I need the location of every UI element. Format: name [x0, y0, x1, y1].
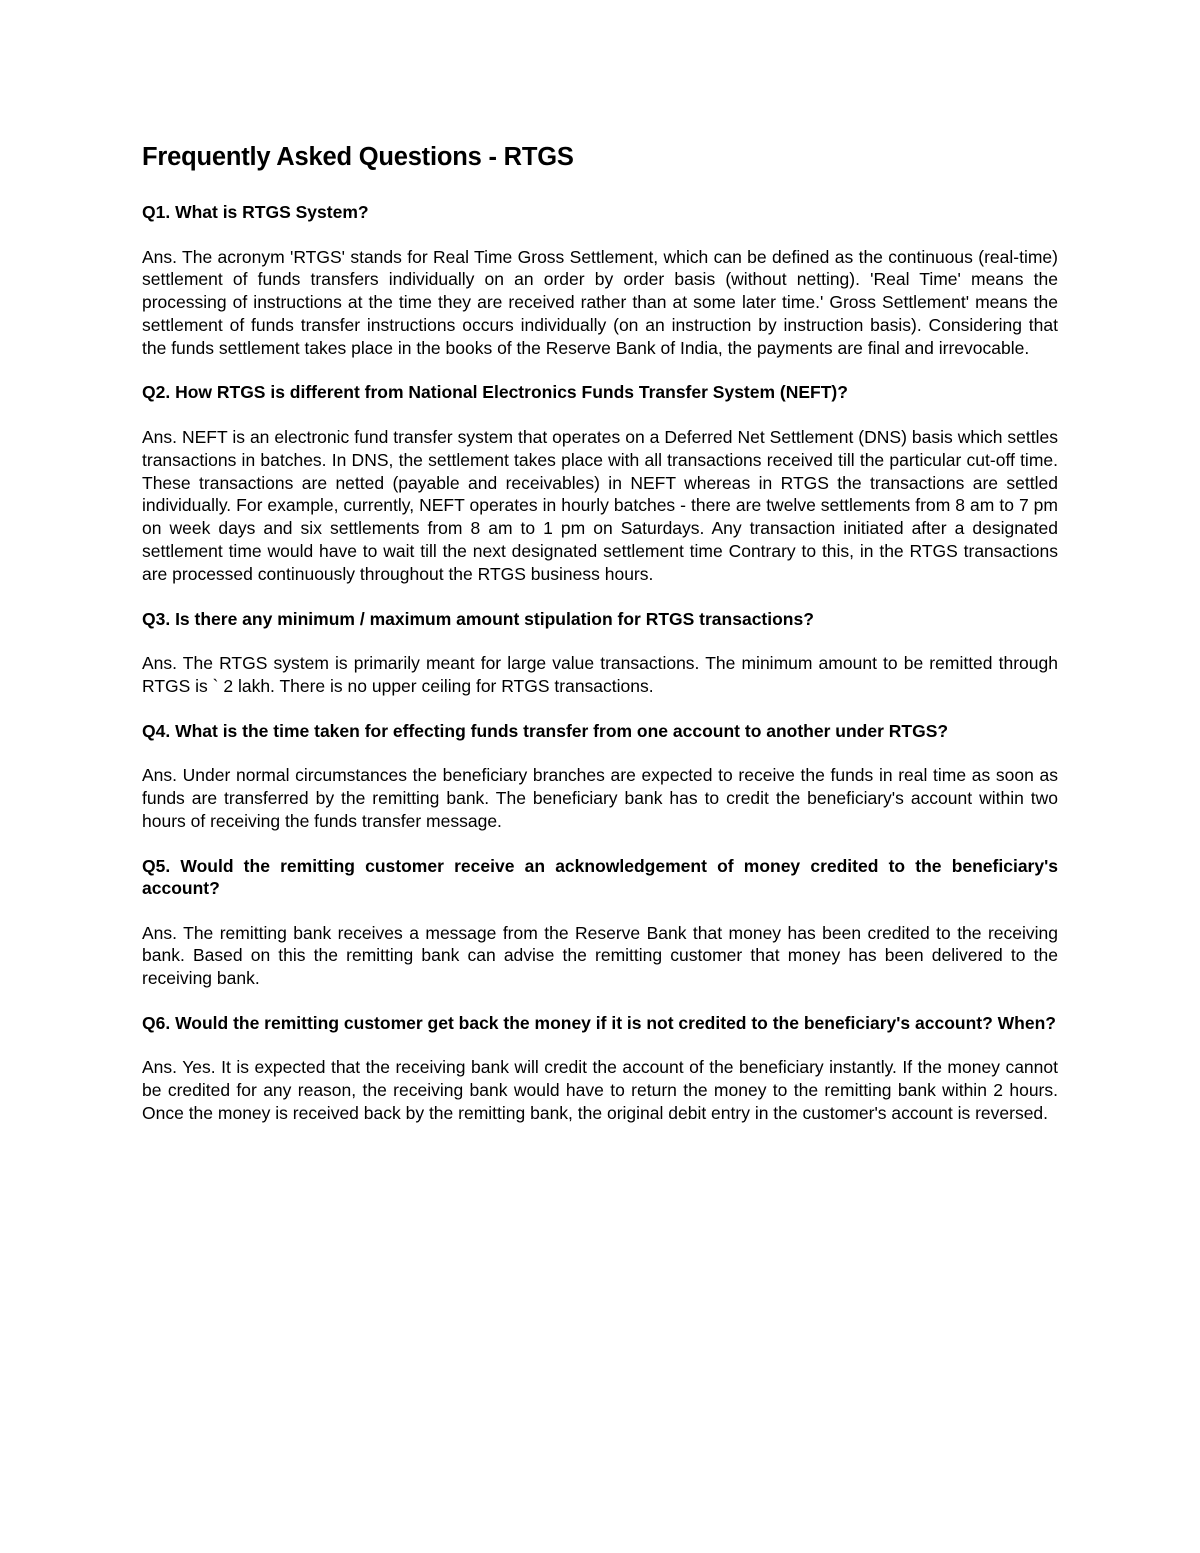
- faq-answer: Ans. The remitting bank receives a message from the Reserve Bank that money has been credited to the receiving bank. Based on this the remitting bank can advise the remitting customer that money has been delivered to the receiving bank.: [142, 922, 1058, 989]
- faq-item-q3: [142, 608, 1058, 698]
- faq-item-q2: [142, 381, 1058, 585]
- faq-question: Q4. What is the time taken for effecting funds transfer from one account to another under RTGS?: [142, 720, 949, 741]
- faq-answer: Ans. The acronym 'RTGS' stands for Real Time Gross Settlement, which can be defined as the continuous (real-time) settlement of funds transfers individually on an order by order basis (without netting). 'Real Time' means the processing of instructions at the time they are received rather than at some later time.' Gross Settlement' means the settlement of funds transfer instructions occurs individually (on an instruction by instruction basis). Considering that the funds settlement takes place in the books of the Reserve Bank of India, the payments are final and irrevocable.: [142, 246, 1058, 358]
- faq-question: Q2. How RTGS is different from National Electronics Funds Transfer System (NEFT)?: [142, 382, 848, 403]
- faq-answer: Ans. The RTGS system is primarily meant for large value transactions. The minimum amount to be remitted through RTGS is ` 2 lakh. There is no upper ceiling for RTGS transactions.: [142, 653, 1058, 696]
- page-title: Frequently Asked Questions - RTGS: [142, 143, 574, 171]
- document-page: [142, 140, 1058, 1147]
- faq-item-q5: [142, 855, 1058, 990]
- faq-question: Q3. Is there any minimum / maximum amount stipulation for RTGS transactions?: [142, 608, 814, 629]
- faq-answer: Ans. NEFT is an electronic fund transfer system that operates on a Deferred Net Settlement (DNS) basis which settles transactions in batches. In DNS, the settlement takes place with all transactions received till the particular cut-off time. These transactions are netted (payable and receivables) in NEFT whereas in RTGS the transactions are settled individually. For example, currently, NEFT operates in hourly batches - there are twelve settlements from 8 am to 7 pm on week days and six settlements from 8 am to 1 pm on Saturdays. Any transaction initiated after a designated settlement time would have to wait till the next designated settlement time Contrary to this, in the RTGS transactions are processed continuously throughout the RTGS business hours.: [142, 426, 1058, 584]
- faq-item-q4: [142, 720, 1058, 833]
- faq-question: Q6. Would the remitting customer get back the money if it is not credited to the beneficiary's account? When?: [142, 1012, 1056, 1033]
- faq-question: Q1. What is RTGS System?: [142, 202, 369, 222]
- faq-answer: Ans. Yes. It is expected that the receiving bank will credit the account of the beneficiary instantly. If the money cannot be credited for any reason, the receiving bank would have to return the money to the remitting bank within 2 hours. Once the money is received back by the remitting bank, the original debit entry in the customer's account is reversed.: [142, 1057, 1058, 1124]
- faq-item-q6: [142, 1012, 1058, 1125]
- faq-question: Q5. Would the remitting customer receive an acknowledgement of money credited to the beneficiary's account?: [142, 855, 1058, 899]
- faq-item-q1: [142, 201, 1058, 359]
- faq-answer: Ans. Under normal circumstances the beneficiary branches are expected to receive the funds in real time as soon as funds are transferred by the remitting bank. The beneficiary bank has to credit the beneficiary's account within two hours of receiving the funds transfer message.: [142, 765, 1058, 831]
